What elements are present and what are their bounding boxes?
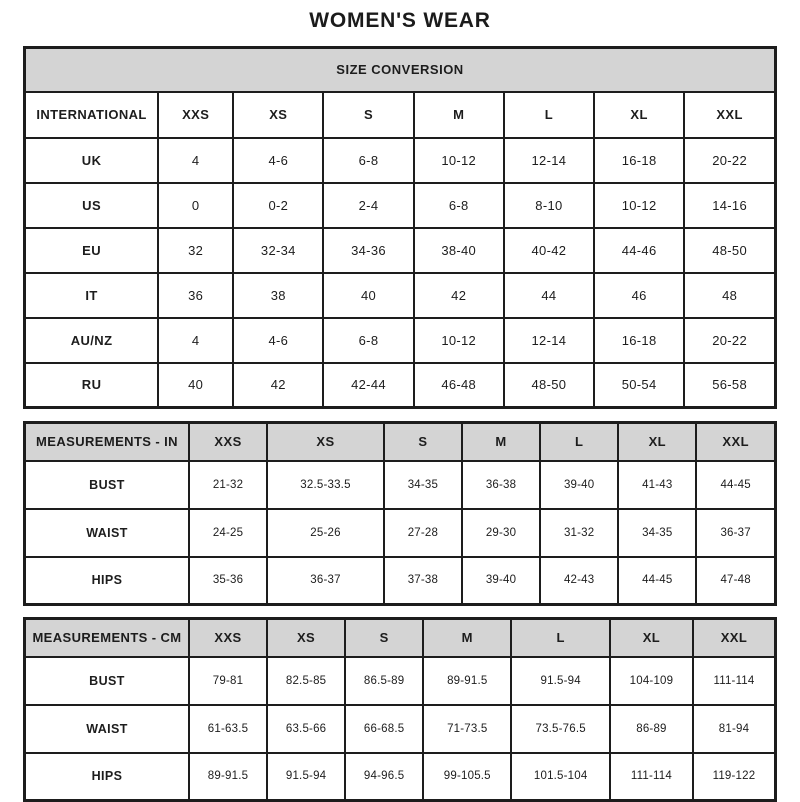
value-cell: 37-38 [384,557,462,605]
table-row [25,557,776,605]
column-header-cell: XL [594,92,684,138]
value-cell: 21-32 [189,461,267,509]
value-cell: 48-50 [504,363,594,408]
value-cell: 29-30 [462,509,540,557]
value-cell: 40 [158,363,233,408]
row-label-cell: UK [25,138,159,183]
table-row [25,228,776,273]
value-cell: 111-114 [693,657,776,705]
value-cell: 94-96.5 [345,753,423,801]
table-row [25,183,776,228]
value-cell: 12-14 [504,138,594,183]
value-cell: 41-43 [618,461,696,509]
table-row [25,657,776,705]
column-header-cell: L [504,92,594,138]
column-header-cell: M [423,619,511,657]
value-cell: 44-46 [594,228,684,273]
value-cell: 10-12 [414,138,504,183]
table-row [25,363,776,408]
table-row [25,705,776,753]
column-header-cell: XXL [684,92,775,138]
value-cell: 111-114 [610,753,693,801]
value-cell: 32-34 [233,228,323,273]
value-cell: 79-81 [189,657,267,705]
value-cell: 34-36 [323,228,413,273]
value-cell: 86-89 [610,705,693,753]
row-label-cell: BUST [25,657,189,705]
column-header-cell: XXS [158,92,233,138]
column-header-cell: S [323,92,413,138]
value-cell: 39-40 [540,461,618,509]
value-cell: 81-94 [693,705,776,753]
value-cell: 42-44 [323,363,413,408]
value-cell: 8-10 [504,183,594,228]
value-cell: 91.5-94 [267,753,345,801]
value-cell: 44-45 [618,557,696,605]
table-row [25,273,776,318]
column-header-cell: XL [610,619,693,657]
value-cell: 63.5-66 [267,705,345,753]
column-header-cell: XXL [696,423,775,461]
value-cell: 86.5-89 [345,657,423,705]
table-row [25,753,776,801]
value-cell: 91.5-94 [511,657,610,705]
value-cell: 10-12 [414,318,504,363]
column-header-cell: XS [233,92,323,138]
value-cell: 20-22 [684,138,775,183]
value-cell: 16-18 [594,318,684,363]
column-header-cell: XS [267,423,384,461]
value-cell: 6-8 [323,138,413,183]
value-cell: 36 [158,273,233,318]
value-cell: 25-26 [267,509,384,557]
value-cell: 6-8 [414,183,504,228]
column-header-cell: XXL [693,619,776,657]
value-cell: 32.5-33.5 [267,461,384,509]
row-label-cell: RU [25,363,159,408]
table-row [25,509,776,557]
value-cell: 4 [158,318,233,363]
value-cell: 46-48 [414,363,504,408]
value-cell: 34-35 [618,509,696,557]
column-header-cell: XXS [189,423,267,461]
column-header-cell: MEASUREMENTS - CM [25,619,189,657]
column-header-row [25,423,776,461]
value-cell: 47-48 [696,557,775,605]
value-cell: 32 [158,228,233,273]
value-cell: 66-68.5 [345,705,423,753]
value-cell: 40 [323,273,413,318]
value-cell: 39-40 [462,557,540,605]
value-cell: 82.5-85 [267,657,345,705]
value-cell: 34-35 [384,461,462,509]
value-cell: 14-16 [684,183,775,228]
table-row [25,461,776,509]
value-cell: 48-50 [684,228,775,273]
row-label-cell: HIPS [25,753,189,801]
measurements-in-table [23,421,777,606]
table-row [25,138,776,183]
column-header-cell: L [540,423,618,461]
table-banner-row [25,48,776,92]
row-label-cell: WAIST [25,705,189,753]
value-cell: 42-43 [540,557,618,605]
value-cell: 38-40 [414,228,504,273]
value-cell: 36-38 [462,461,540,509]
column-header-cell: S [384,423,462,461]
value-cell: 71-73.5 [423,705,511,753]
column-header-cell: XXS [189,619,267,657]
value-cell: 36-37 [267,557,384,605]
value-cell: 119-122 [693,753,776,801]
value-cell: 0 [158,183,233,228]
row-label-cell: WAIST [25,509,189,557]
value-cell: 38 [233,273,323,318]
value-cell: 44-45 [696,461,775,509]
value-cell: 35-36 [189,557,267,605]
value-cell: 4-6 [233,138,323,183]
size-conversion-table [23,46,777,409]
column-header-cell: INTERNATIONAL [25,92,159,138]
value-cell: 12-14 [504,318,594,363]
page-title: WOMEN'S WEAR [309,9,491,32]
value-cell: 36-37 [696,509,775,557]
value-cell: 89-91.5 [189,753,267,801]
value-cell: 6-8 [323,318,413,363]
row-label-cell: HIPS [25,557,189,605]
row-label-cell: BUST [25,461,189,509]
value-cell: 73.5-76.5 [511,705,610,753]
value-cell: 44 [504,273,594,318]
value-cell: 42 [414,273,504,318]
size-guide-page [23,0,777,802]
value-cell: 89-91.5 [423,657,511,705]
value-cell: 31-32 [540,509,618,557]
column-header-cell: M [462,423,540,461]
value-cell: 104-109 [610,657,693,705]
column-header-row [25,92,776,138]
column-header-cell: L [511,619,610,657]
value-cell: 16-18 [594,138,684,183]
value-cell: 20-22 [684,318,775,363]
value-cell: 61-63.5 [189,705,267,753]
row-label-cell: US [25,183,159,228]
value-cell: 48 [684,273,775,318]
value-cell: 24-25 [189,509,267,557]
value-cell: 4-6 [233,318,323,363]
value-cell: 42 [233,363,323,408]
column-header-cell: M [414,92,504,138]
column-header-row [25,619,776,657]
value-cell: 46 [594,273,684,318]
value-cell: 10-12 [594,183,684,228]
value-cell: 27-28 [384,509,462,557]
row-label-cell: IT [25,273,159,318]
table-banner: SIZE CONVERSION [25,48,776,92]
value-cell: 2-4 [323,183,413,228]
column-header-cell: S [345,619,423,657]
value-cell: 99-105.5 [423,753,511,801]
value-cell: 50-54 [594,363,684,408]
value-cell: 101.5-104 [511,753,610,801]
measurements-cm-table [23,617,777,802]
value-cell: 56-58 [684,363,775,408]
table-row [25,318,776,363]
value-cell: 4 [158,138,233,183]
row-label-cell: EU [25,228,159,273]
column-header-cell: MEASUREMENTS - IN [25,423,189,461]
value-cell: 0-2 [233,183,323,228]
column-header-cell: XL [618,423,696,461]
row-label-cell: AU/NZ [25,318,159,363]
column-header-cell: XS [267,619,345,657]
value-cell: 40-42 [504,228,594,273]
